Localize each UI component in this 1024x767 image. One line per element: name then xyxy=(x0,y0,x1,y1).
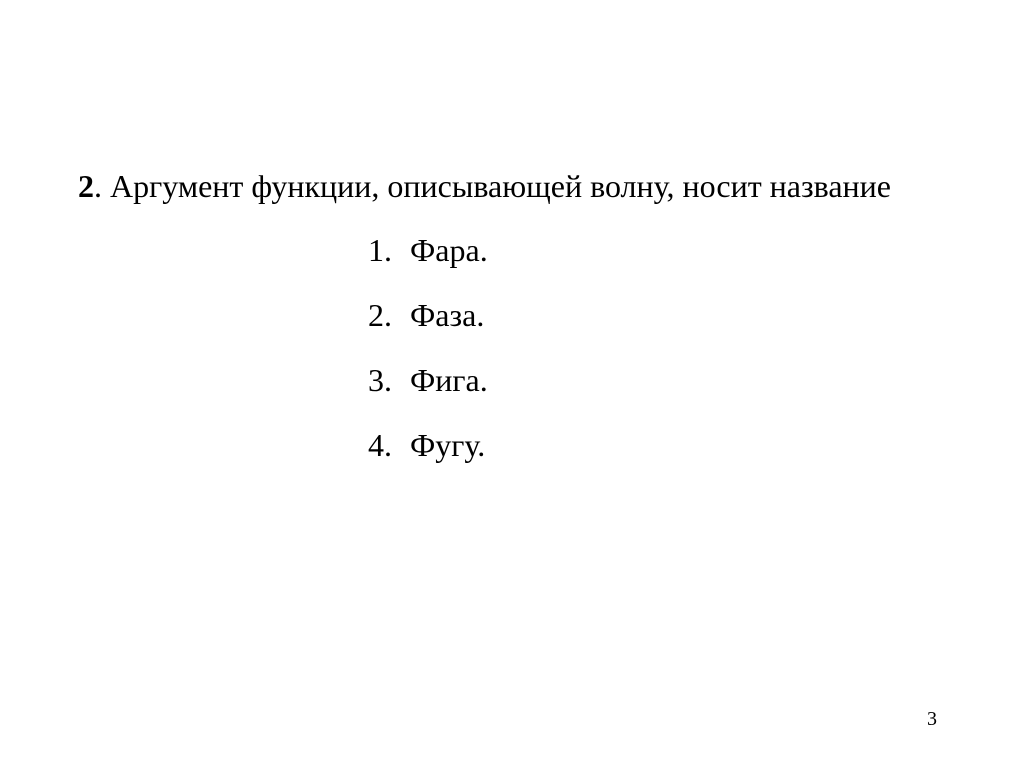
option-number: 2. xyxy=(368,297,392,333)
page-number: 3 xyxy=(927,708,937,730)
option-number: 1. xyxy=(368,232,392,268)
option-text: Фига. xyxy=(410,362,488,398)
option-text: Фаза. xyxy=(410,297,485,333)
question-number: 2 xyxy=(78,168,94,204)
option-number: 3. xyxy=(368,362,392,398)
answer-options xyxy=(368,228,488,488)
answer-option-4 xyxy=(368,423,488,467)
option-text: Фугу. xyxy=(410,427,486,463)
answer-option-1 xyxy=(368,228,488,272)
question-text xyxy=(78,164,891,208)
option-number: 4. xyxy=(368,427,392,463)
answer-option-3 xyxy=(368,358,488,402)
answer-option-2 xyxy=(368,293,488,337)
question-body: . Аргумент функции, описывающей волну, носит название xyxy=(94,168,891,204)
option-text: Фара. xyxy=(410,232,488,268)
